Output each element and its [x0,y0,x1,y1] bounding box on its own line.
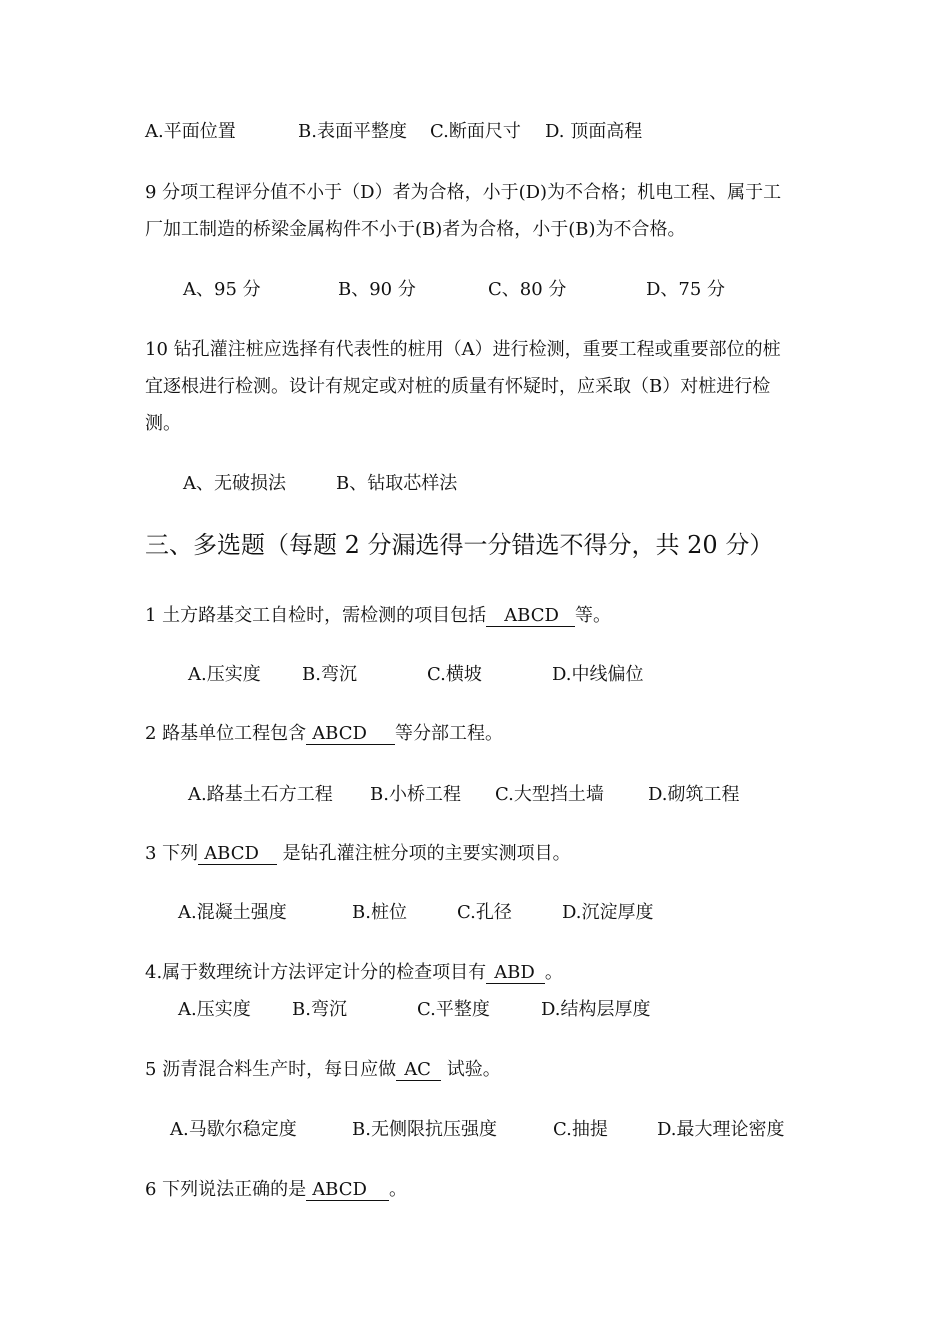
m6-answer-blank: ABCD [306,1180,389,1201]
m4-answer-blank: ABD [486,963,545,984]
m5-question [145,1058,501,1082]
m6-text-post: 。 [388,1179,407,1200]
q10-option-b: B、钻取芯样法 [336,473,458,494]
m2-question [145,722,503,746]
q9-option-d: D、75 分 [646,279,726,300]
m4-text-pre: 4.属于数理统计方法评定计分的检查项目有 [145,962,487,983]
m1-option-c: C.横坡 [427,664,482,685]
m6-text-pre: 6 下列说法正确的是 [145,1179,307,1200]
m4-option-c: C.平整度 [417,999,490,1020]
m3-option-c: C.孔径 [457,902,512,923]
m2-option-a: A.路基土石方工程 [188,784,333,805]
q9-option-a: A、95 分 [183,279,261,300]
q10-text-line3: 测。 [145,413,181,434]
m5-option-b: B.无侧限抗压强度 [352,1119,497,1140]
m4-option-a: A.压实度 [178,999,251,1020]
m5-option-a: A.马歇尔稳定度 [170,1119,297,1140]
m2-option-c: C.大型挡土墙 [495,784,604,805]
m1-option-b: B.弯沉 [302,664,357,685]
q8-option-a: A.平面位置 [145,121,236,142]
q9-option-b: B、90 分 [338,279,416,300]
m1-text-post: 等。 [574,605,611,626]
m1-option-d: D.中线偏位 [552,664,644,685]
m2-option-d: D.砌筑工程 [648,784,740,805]
m5-answer-blank: AC [396,1060,441,1081]
m3-option-d: D.沉淀厚度 [562,902,654,923]
m5-option-c: C.抽提 [553,1119,608,1140]
m1-text-pre: 1 土方路基交工自检时，需检测的项目包括 [145,605,487,626]
m1-option-a: A.压实度 [188,664,261,685]
m3-text-post: 是钻孔灌注桩分项的主要实测项目。 [276,843,571,864]
q8-option-b: B.表面平整度 [298,121,407,142]
m2-option-b: B.小桥工程 [370,784,461,805]
q10-option-a: A、无破损法 [183,473,286,494]
q9-text-line2: 厂加工制造的桥梁金属构件不小于(B)者为合格，小于(B)为不合格。 [145,219,686,240]
q10-text-line2: 宜逐根进行检测。设计有规定或对桩的质量有怀疑时，应采取（B）对桩进行检 [145,376,771,397]
m4-question [145,961,563,985]
q9-option-c: C、80 分 [488,279,567,300]
m2-text-post: 等分部工程。 [394,723,503,744]
section-heading-multiple-choice: 三、多选题（每题 2 分漏选得一分错选不得分，共 20 分） [145,531,774,559]
m1-answer-blank: ABCD [486,606,575,627]
m5-option-d: D.最大理论密度 [657,1119,785,1140]
m3-option-a: A.混凝土强度 [178,902,287,923]
q10-text-line1: 10 钻孔灌注桩应选择有代表性的桩用（A）进行检测，重要工程或重要部位的桩 [145,339,781,360]
m6-question [145,1178,407,1202]
m4-option-b: B.弯沉 [292,999,347,1020]
m3-question [145,842,571,866]
m3-text-pre: 3 下列 [145,843,199,864]
q8-option-d: D. 顶面高程 [545,121,643,142]
m4-text-post: 。 [544,962,563,983]
m2-text-pre: 2 路基单位工程包含 [145,723,307,744]
q9-text-line1: 9 分项工程评分值不小于（D）者为合格，小于(D)为不合格；机电工程、属于工 [145,182,782,203]
m2-answer-blank: ABCD [306,724,395,745]
m4-option-d: D.结构层厚度 [541,999,651,1020]
m1-question [145,604,611,628]
q8-option-c: C.断面尺寸 [430,121,521,142]
m3-option-b: B.桩位 [352,902,407,923]
m5-text-post: 试验。 [440,1059,501,1080]
m3-answer-blank: ABCD [198,844,277,865]
m5-text-pre: 5 沥青混合料生产时，每日应做 [145,1059,397,1080]
